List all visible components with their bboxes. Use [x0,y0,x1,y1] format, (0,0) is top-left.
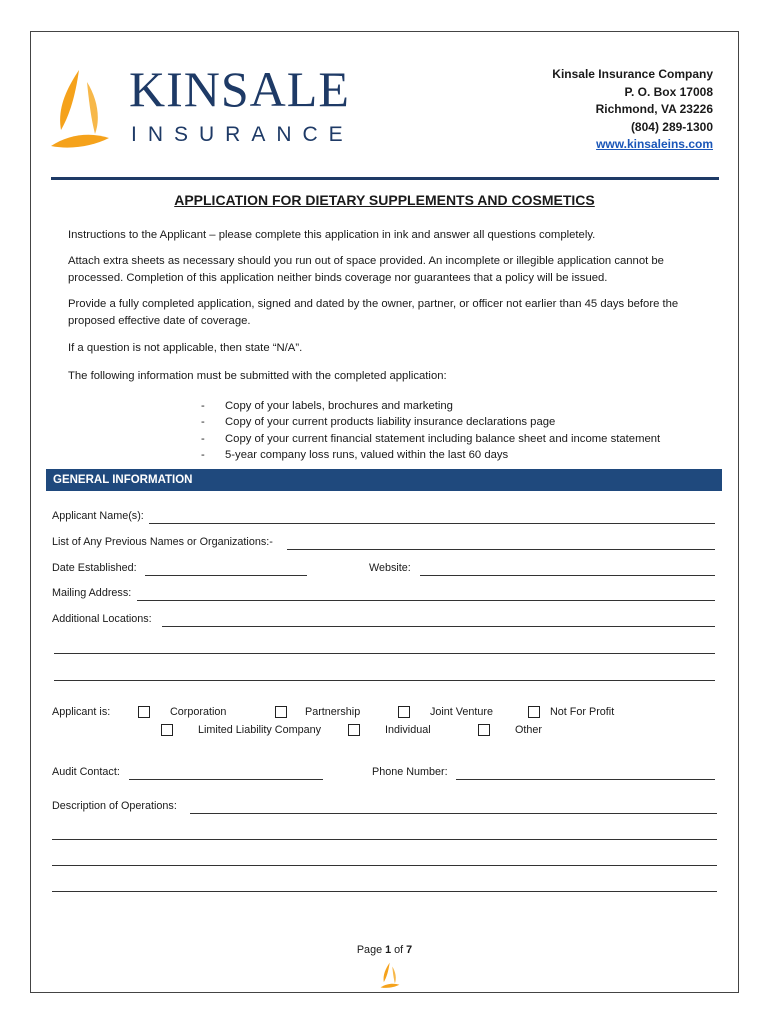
date-established-label: Date Established: [52,562,137,574]
audit-contact-field[interactable] [129,779,323,780]
partnership-label: Partnership [305,706,361,718]
list-item: - 5-year company loss runs, valued within the last 60 days [201,449,509,462]
individual-checkbox[interactable] [348,724,360,736]
company-name: Kinsale Insurance Company [552,67,713,81]
logo-subtitle: INSURANCE [131,123,354,146]
instruction-2: Attach extra sheets as necessary should you run out of space provided. An incomplete or illegible application cannot be processed. Completion of this application neither binds coverage nor guarantees that a policy will be issued. [68,255,664,284]
additional-locations-line-2[interactable] [54,653,715,654]
footer-logo-icon [375,962,405,990]
llc-checkbox[interactable] [161,724,173,736]
corporation-label: Corporation [170,706,227,718]
instruction-5: The following information must be submitted with the completed application: [68,370,447,382]
po-box: P. O. Box 17008 [624,84,713,99]
city-state: Richmond, VA 23226 [595,102,713,116]
joint-venture-checkbox[interactable] [398,706,410,718]
additional-locations-label: Additional Locations: [52,613,152,625]
additional-locations-line-3[interactable] [54,680,715,681]
not-for-profit-checkbox[interactable] [528,706,540,718]
applicant-names-field[interactable] [149,523,715,524]
not-for-profit-label: Not For Profit [550,706,615,718]
application-page [30,31,739,993]
phone-number-field[interactable] [456,779,715,780]
individual-label: Individual [385,724,431,736]
description-field[interactable] [190,813,717,814]
instruction-3: Provide a fully completed application, signed and dated by the owner, partner, or officer not earlier than 45 days before the proposed effective date of coverage. [68,298,679,327]
logo-mark-icon [49,68,111,154]
audit-contact-label: Audit Contact: [52,766,120,778]
partnership-checkbox[interactable] [275,706,287,718]
company-address [552,66,713,154]
logo-word: KINSALE [129,61,350,117]
description-label: Description of Operations: [52,800,177,812]
header-divider [51,177,719,180]
company-website-link[interactable]: www.kinsaleins.com [596,137,713,151]
date-established-field[interactable] [145,575,307,576]
general-information-heading: GENERAL INFORMATION [46,469,722,491]
website-label: Website: [369,562,411,574]
description-line-4[interactable] [52,891,717,892]
description-line-2[interactable] [52,839,717,840]
joint-venture-label: Joint Venture [430,706,494,718]
other-label: Other [515,724,543,736]
corporation-checkbox[interactable] [138,706,150,718]
description-line-3[interactable] [52,865,717,866]
mailing-address-label: Mailing Address: [52,587,132,599]
website-field[interactable] [420,575,715,576]
instruction-1: Instructions to the Applicant – please complete this application in ink and answer all questions completely. [68,229,596,241]
list-item: - Copy of your labels, brochures and marketing [201,400,453,412]
list-item: - Copy of your current financial statement including balance sheet and income statement [201,432,661,445]
additional-locations-field[interactable] [162,626,715,627]
company-phone: (804) 289-1300 [630,119,713,134]
llc-label: Limited Liability Company [198,724,322,736]
required-documents-list [201,398,660,464]
page-title: APPLICATION FOR DIETARY SUPPLEMENTS AND COSMETICS [174,192,595,208]
previous-names-label: List of Any Previous Names or Organizations:- [52,536,273,548]
mailing-address-field[interactable] [137,600,715,601]
applicant-names-label: Applicant Name(s): [52,510,144,522]
phone-number-label: Phone Number: [372,766,448,778]
list-item: - Copy of your current products liability insurance declarations page [201,416,556,429]
applicant-is-label: Applicant is: [52,706,111,718]
previous-names-field[interactable] [287,549,715,550]
instruction-4: If a question is not applicable, then state “N/A”. [68,342,303,354]
page-number: Page 1 of 7 [356,944,413,956]
kinsale-logo [49,60,389,160]
other-checkbox[interactable] [478,724,490,736]
